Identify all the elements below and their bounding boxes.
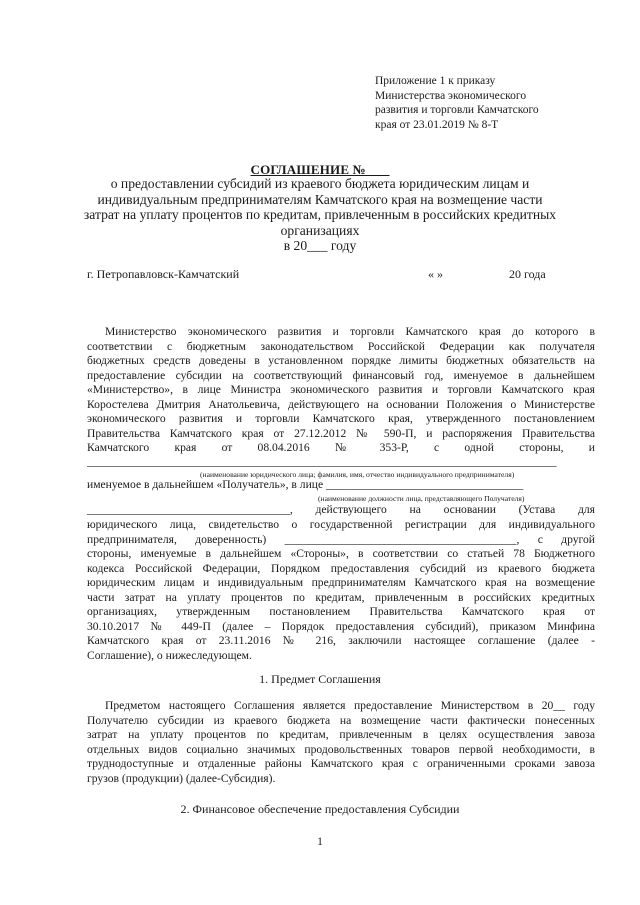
paragraph-line: труднодоступные и отдаленные районы Камчатского края с ограниченными сроками завоза: [87, 757, 595, 770]
section-heading-1: 1. Предмет Соглашения: [259, 672, 381, 686]
date-quotes: « »: [428, 267, 443, 281]
subtitle-line: в 20___ году: [283, 238, 357, 254]
section-heading-2: 2. Финансовое обеспечение предоставления Субсидии: [180, 802, 460, 816]
paragraph-line: организациях, утвержденным постановлением Правительства Камчатского края от: [87, 605, 595, 618]
document-subtitle: [60, 176, 580, 254]
paragraph-line: соответствии с бюджетным законодательством Российской Федерации как получателя: [87, 339, 595, 353]
appendix-line: развития и торговли Камчатского: [375, 104, 539, 117]
paragraph-line: экономического развития и торговли Камчатского края, утвержденного постановлением: [87, 412, 595, 425]
representative-caption: (наименование должности лица, представляющего Получателя): [318, 494, 525, 503]
paragraph-line: Коростелева Дмитрия Анатольевича, действующего на основании Положения о Министерстве: [87, 397, 595, 411]
paragraph-line: затрат на уплату процентов по кредитам, привлеченным в целях осуществления завоза: [87, 728, 595, 741]
parties-paragraph: [87, 518, 595, 663]
document-title: СОГЛАШЕНИЕ № ___: [250, 162, 390, 177]
paragraph-line: Получателю субсидии из краевого бюджета на возмещение части фактически понесенных: [87, 713, 595, 727]
page-number: 1: [317, 836, 323, 848]
recipient-name-blank: _________________________________________________________________________________: [87, 455, 557, 468]
paragraph-line: кодекса Российской Федерации, Порядком предоставления субсидий из краевого бюджета: [87, 561, 595, 575]
paragraph-line: предпринимателя, доверенность) ________________________________________, с другой: [87, 532, 595, 546]
paragraph-line: отдельных видов социально значимых продовольственных товаров первой необходимости, в: [87, 742, 595, 756]
paragraph-line: предоставление субсидии на соответствующий финансовый год, именуемое в дальнейшем: [87, 368, 595, 382]
paragraph-line: юридического лица, свидетельство о государственной регистрации для индивидуального: [87, 518, 595, 531]
paragraph-line: юридическим лицам и индивидуальным предпринимателям Камчатского края на возмещение: [87, 576, 595, 589]
subtitle-line: индивидуальным предпринимателям Камчатского края на возмещение части: [97, 191, 543, 207]
paragraph-line: 30.10.2017 № 449-П (далее – Порядок предоставления субсидий), приказом Минфина: [87, 619, 595, 633]
acting-basis-line: ___________________________________, действующего на основании (Устава для: [87, 503, 595, 516]
appendix-line: края от 23.01.2019 № 8-Т: [375, 118, 499, 131]
paragraph-line: части затрат на уплату процентов по кредитам, привлеченным в российских кредитных: [87, 590, 595, 604]
appendix-line: Министерства экономического: [375, 89, 527, 102]
preamble-paragraph: [87, 325, 595, 456]
paragraph-line: бюджетных средств доведены в установленном порядке лимиты бюджетных обязательств на: [87, 354, 595, 367]
place-name: г. Петропавловск-Камчатский: [87, 267, 240, 281]
paragraph-line: стороны, именуемые в дальнейшем «Стороны», в соответствии со статьей 78 Бюджетного: [87, 547, 595, 560]
paragraph-line: Соглашение), о нижеследующем.: [87, 648, 252, 662]
paragraph-line: Министерство экономического развития и торговли Камчатского края до которого в: [105, 325, 595, 338]
subject-paragraph: [87, 699, 595, 786]
paragraph-line: Правительства Камчатского края от 27.12.2012 № 590-П, и распоряжения Правительства: [87, 426, 595, 440]
subtitle-line: затрат на уплату процентов по кредитам, привлеченным в российских кредитных: [83, 207, 557, 223]
date-year: 20 года: [509, 267, 546, 281]
paragraph-line: Камчатского края от 08.04.2016 № 353-Р, с одной стороны, и: [87, 441, 595, 454]
appendix-note: [375, 74, 539, 132]
subtitle-line: о предоставлении субсидий из краевого бюджета юридическим лицам и: [110, 176, 530, 191]
paragraph-line: Камчатского края от 23.11.2016 № 216, заключили настоящее соглашение (далее -: [87, 634, 595, 647]
paragraph-line: «Министерство», в лице Министра экономического развития и торговли Камчатского края: [87, 383, 595, 396]
recipient-representative-line: именуемое в дальнейшем «Получатель», в лице __________________________________: [87, 478, 524, 491]
subtitle-line: организациях: [280, 222, 360, 238]
paragraph-line: грузов (продукции) (далее-Субсидия).: [87, 771, 276, 785]
recipient-name-caption: (наименование юридического лица; фамилия, имя, отчество индивидуального предпринимателя): [200, 470, 515, 479]
appendix-line: Приложение 1 к приказу: [375, 75, 496, 87]
paragraph-line: Предметом настоящего Соглашения является предоставление Министерством в 20__ году: [105, 699, 595, 712]
